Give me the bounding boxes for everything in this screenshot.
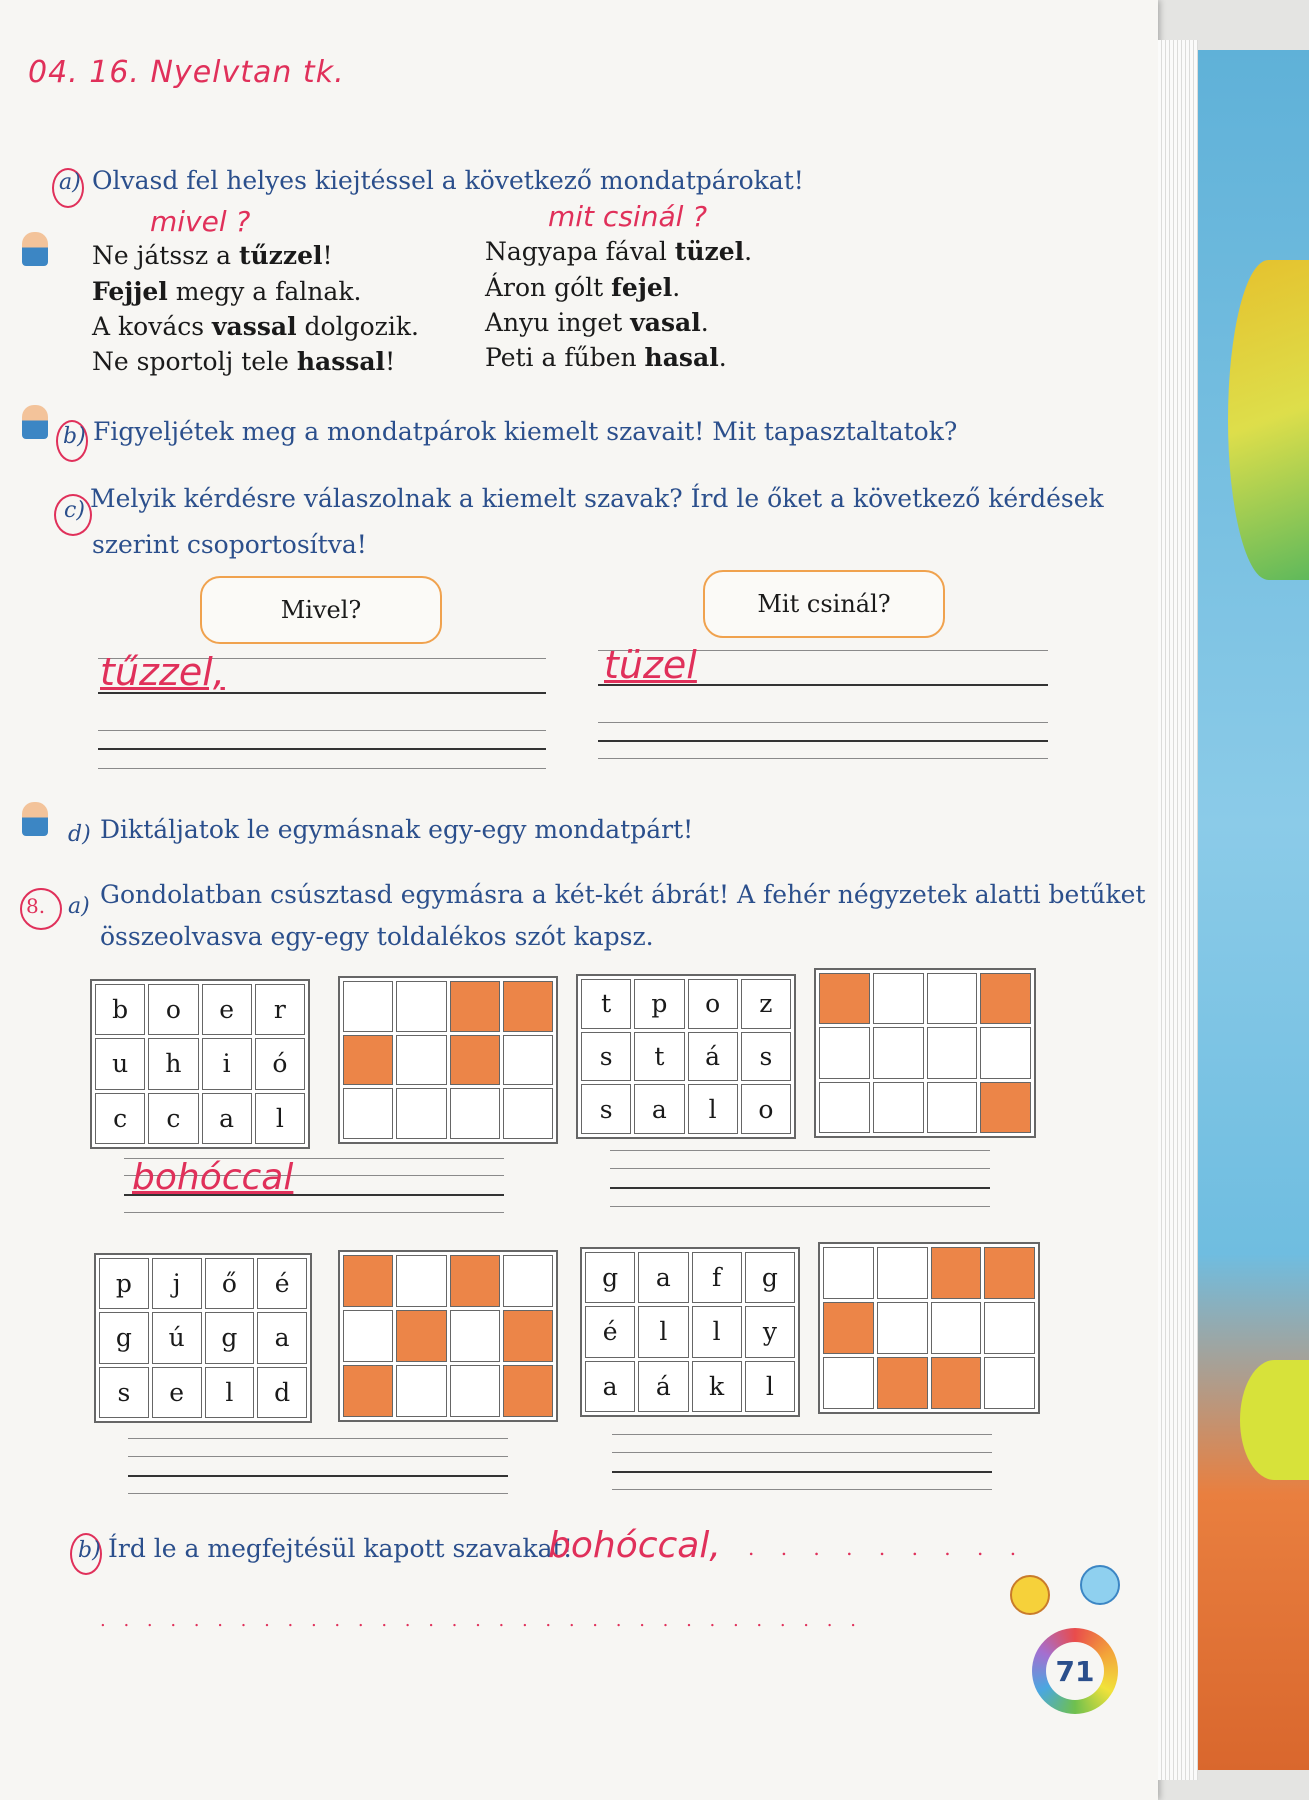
cover-illustration-lower bbox=[1240, 1360, 1309, 1480]
letter-cell: l bbox=[745, 1361, 795, 1412]
letter-cell: l bbox=[205, 1367, 255, 1418]
mask-cell-filled bbox=[931, 1247, 982, 1299]
letter-cell: g bbox=[205, 1312, 255, 1363]
letter-cell: p bbox=[634, 979, 684, 1029]
instruction-7b: Figyeljétek meg a mondatpárok kiemelt szavait! Mit tapasztaltatok? bbox=[93, 417, 958, 446]
letter-cell: d bbox=[257, 1367, 307, 1418]
label-8b: b) bbox=[78, 1538, 101, 1563]
handwritten-date: 04. 16. Nyelvtan tk. bbox=[28, 55, 345, 90]
mask-cell-empty bbox=[396, 981, 446, 1032]
writing-line bbox=[610, 1168, 990, 1169]
writing-line bbox=[610, 1206, 990, 1207]
mask-cell-empty bbox=[396, 1035, 446, 1086]
writing-line bbox=[124, 1212, 504, 1213]
mask-grid-3 bbox=[338, 1250, 558, 1422]
mask-cell-empty bbox=[823, 1247, 874, 1299]
mask-cell-empty bbox=[450, 1088, 500, 1139]
writing-line bbox=[98, 768, 546, 769]
writing-line bbox=[128, 1475, 508, 1477]
answer-8b-dots-line2: . . . . . . . . . . . . . . . . . . . . . . . . . . . . . . . . . bbox=[100, 1610, 862, 1631]
sentence-right-1: Nagyapa fával tüzel. bbox=[485, 237, 753, 266]
letter-cell: z bbox=[741, 979, 791, 1029]
mascot-kid-right bbox=[1080, 1565, 1120, 1605]
writing-line bbox=[612, 1471, 992, 1473]
question-box-mivel: Mivel? bbox=[200, 576, 442, 644]
instruction-7a: Olvasd fel helyes kiejtéssel a következő mondatpárokat! bbox=[92, 166, 804, 195]
mask-cell-empty bbox=[931, 1302, 982, 1354]
sentence-right-3: Anyu inget vasal. bbox=[485, 308, 709, 337]
sentence-right-2: Áron gólt fejel. bbox=[485, 273, 681, 302]
mask-cell-filled bbox=[503, 1365, 553, 1417]
instruction-8a-line1: Gondolatban csúsztasd egymásra a két-két ábrát! A fehér négyzetek alatti betűket bbox=[100, 880, 1146, 909]
mask-cell-empty bbox=[396, 1255, 446, 1307]
mask-cell-empty bbox=[877, 1247, 928, 1299]
writing-line bbox=[610, 1150, 990, 1151]
letter-cell: a bbox=[202, 1093, 252, 1144]
letter-grid-2 bbox=[576, 974, 796, 1139]
instruction-8a-line2: összeolvasva egy-egy toldalékos szót kapsz. bbox=[100, 922, 654, 951]
letter-cell: k bbox=[692, 1361, 742, 1412]
mask-cell-filled bbox=[450, 1035, 500, 1086]
letter-cell: g bbox=[585, 1252, 635, 1303]
letter-cell: o bbox=[688, 979, 738, 1029]
writing-line bbox=[128, 1456, 508, 1457]
page-number: 71 bbox=[1046, 1642, 1104, 1700]
mask-cell-empty bbox=[873, 1082, 924, 1133]
letter-grid-3 bbox=[94, 1253, 312, 1423]
letter-cell: t bbox=[581, 979, 631, 1029]
answer-mivel: tűzzel, bbox=[100, 650, 225, 694]
mask-grid-2 bbox=[814, 968, 1036, 1138]
letter-cell: é bbox=[585, 1306, 635, 1357]
letter-cell: s bbox=[99, 1367, 149, 1418]
mask-cell-filled bbox=[450, 981, 500, 1032]
mascot-kid-left bbox=[1010, 1575, 1050, 1615]
letter-grid-4 bbox=[580, 1247, 800, 1417]
letter-cell: u bbox=[95, 1038, 145, 1089]
label-7c: c) bbox=[64, 498, 85, 523]
mask-cell-empty bbox=[873, 973, 924, 1024]
label-7b: b) bbox=[63, 424, 86, 449]
writing-line bbox=[128, 1493, 508, 1494]
writing-line bbox=[598, 758, 1048, 759]
mask-cell-filled bbox=[503, 1310, 553, 1362]
answer-grid-1: bohóccal bbox=[132, 1157, 294, 1198]
letter-cell: p bbox=[99, 1258, 149, 1309]
exercise-8-number: 8. bbox=[26, 894, 46, 918]
cover-illustration bbox=[1228, 260, 1309, 580]
label-8a: a) bbox=[68, 894, 90, 919]
mask-cell-filled bbox=[396, 1310, 446, 1362]
letter-cell: c bbox=[95, 1093, 145, 1144]
writing-line bbox=[612, 1434, 992, 1435]
writing-line bbox=[98, 730, 546, 731]
letter-cell: b bbox=[95, 984, 145, 1035]
mask-cell-empty bbox=[396, 1088, 446, 1139]
page-stack-edges bbox=[1158, 40, 1198, 1780]
letter-cell: s bbox=[581, 1084, 631, 1134]
mask-cell-filled bbox=[343, 1365, 393, 1417]
mask-cell-empty bbox=[450, 1365, 500, 1417]
letter-cell: f bbox=[692, 1252, 742, 1303]
letter-cell: a bbox=[634, 1084, 684, 1134]
letter-cell: s bbox=[581, 1032, 631, 1082]
letter-cell: g bbox=[745, 1252, 795, 1303]
writing-line bbox=[612, 1452, 992, 1453]
note-mivel: mivel ? bbox=[150, 205, 251, 238]
mask-cell-filled bbox=[931, 1357, 982, 1409]
letter-cell: a bbox=[638, 1252, 688, 1303]
instruction-8b: Írd le a megfejtésül kapott szavakat! bbox=[108, 1534, 573, 1563]
letter-cell: a bbox=[585, 1361, 635, 1412]
letter-cell: i bbox=[202, 1038, 252, 1089]
mask-cell-empty bbox=[984, 1302, 1035, 1354]
mask-cell-filled bbox=[823, 1302, 874, 1354]
letter-cell: l bbox=[638, 1306, 688, 1357]
letter-cell: á bbox=[688, 1032, 738, 1082]
mask-cell-filled bbox=[343, 1035, 393, 1086]
answer-8b: bohóccal, bbox=[548, 1525, 721, 1566]
letter-cell: ő bbox=[205, 1258, 255, 1309]
instruction-7d: Diktáljatok le egymásnak egy-egy mondatpárt! bbox=[100, 815, 694, 844]
letter-cell: l bbox=[255, 1093, 305, 1144]
mask-grid-1 bbox=[338, 976, 558, 1144]
sentence-right-4: Peti a fűben hasal. bbox=[485, 343, 727, 372]
label-7d: d) bbox=[68, 822, 91, 847]
mask-cell-empty bbox=[823, 1357, 874, 1409]
mask-cell-filled bbox=[819, 973, 870, 1024]
writing-line bbox=[598, 740, 1048, 742]
letter-cell: ó bbox=[255, 1038, 305, 1089]
letter-cell: á bbox=[638, 1361, 688, 1412]
letter-cell: o bbox=[148, 984, 198, 1035]
letter-grid-1 bbox=[90, 979, 310, 1149]
sentence-left-4: Ne sportolj tele hassal! bbox=[92, 347, 396, 376]
writing-line bbox=[612, 1489, 992, 1490]
sentence-left-2: Fejjel megy a falnak. bbox=[92, 277, 362, 306]
writing-line bbox=[98, 748, 546, 750]
letter-cell: e bbox=[152, 1367, 202, 1418]
mask-cell-empty bbox=[450, 1310, 500, 1362]
mask-cell-empty bbox=[503, 1088, 553, 1139]
mask-cell-empty bbox=[819, 1027, 870, 1078]
page-number-rainbow bbox=[1032, 1628, 1118, 1714]
answer-mit-csinal: tüzel bbox=[604, 643, 697, 687]
mask-cell-empty bbox=[503, 1035, 553, 1086]
letter-cell: r bbox=[255, 984, 305, 1035]
letter-cell: é bbox=[257, 1258, 307, 1309]
letter-cell: c bbox=[148, 1093, 198, 1144]
mask-cell-empty bbox=[927, 1082, 978, 1133]
mask-cell-empty bbox=[343, 1310, 393, 1362]
mask-cell-filled bbox=[980, 973, 1031, 1024]
mask-cell-empty bbox=[877, 1302, 928, 1354]
letter-cell: j bbox=[152, 1258, 202, 1309]
label-7a: a) bbox=[59, 170, 81, 195]
letter-cell: y bbox=[745, 1306, 795, 1357]
letter-cell: a bbox=[257, 1312, 307, 1363]
writing-line bbox=[598, 722, 1048, 723]
instruction-7c-line2: szerint csoportosítva! bbox=[92, 530, 367, 559]
mask-cell-filled bbox=[450, 1255, 500, 1307]
instruction-7c-line1: Melyik kérdésre válaszolnak a kiemelt szavak? Írd le őket a következő kérdések bbox=[90, 484, 1104, 513]
mask-cell-filled bbox=[503, 981, 553, 1032]
letter-cell: l bbox=[692, 1306, 742, 1357]
letter-cell: h bbox=[148, 1038, 198, 1089]
sentence-left-1: Ne játssz a tűzzel! bbox=[92, 241, 333, 270]
letter-cell: l bbox=[688, 1084, 738, 1134]
mask-cell-filled bbox=[343, 1255, 393, 1307]
letter-cell: g bbox=[99, 1312, 149, 1363]
mask-cell-empty bbox=[873, 1027, 924, 1078]
mask-cell-empty bbox=[984, 1357, 1035, 1409]
mask-cell-empty bbox=[343, 981, 393, 1032]
letter-cell: ú bbox=[152, 1312, 202, 1363]
letter-cell: t bbox=[634, 1032, 684, 1082]
mask-cell-empty bbox=[396, 1365, 446, 1417]
letter-cell: s bbox=[741, 1032, 791, 1082]
read-aloud-icon bbox=[22, 232, 48, 266]
mask-cell-empty bbox=[343, 1088, 393, 1139]
mask-cell-empty bbox=[503, 1255, 553, 1307]
mask-cell-empty bbox=[980, 1027, 1031, 1078]
answer-8b-dots: . . . . . . . . . bbox=[748, 1536, 1027, 1560]
mask-grid-4 bbox=[818, 1242, 1040, 1414]
mask-cell-filled bbox=[980, 1082, 1031, 1133]
letter-cell: o bbox=[741, 1084, 791, 1134]
sentence-left-3: A kovács vassal dolgozik. bbox=[92, 312, 419, 341]
mask-cell-filled bbox=[877, 1357, 928, 1409]
mask-cell-empty bbox=[927, 1027, 978, 1078]
mask-cell-empty bbox=[927, 973, 978, 1024]
note-mit-csinal: mit csinál ? bbox=[548, 200, 708, 233]
mask-cell-filled bbox=[984, 1247, 1035, 1299]
pair-work-icon-b bbox=[22, 405, 48, 439]
pair-work-icon-d bbox=[22, 802, 48, 836]
writing-line bbox=[610, 1187, 990, 1189]
letter-cell: e bbox=[202, 984, 252, 1035]
question-box-mit-csinal: Mit csinál? bbox=[703, 570, 945, 638]
mask-cell-empty bbox=[819, 1082, 870, 1133]
writing-line bbox=[128, 1438, 508, 1439]
